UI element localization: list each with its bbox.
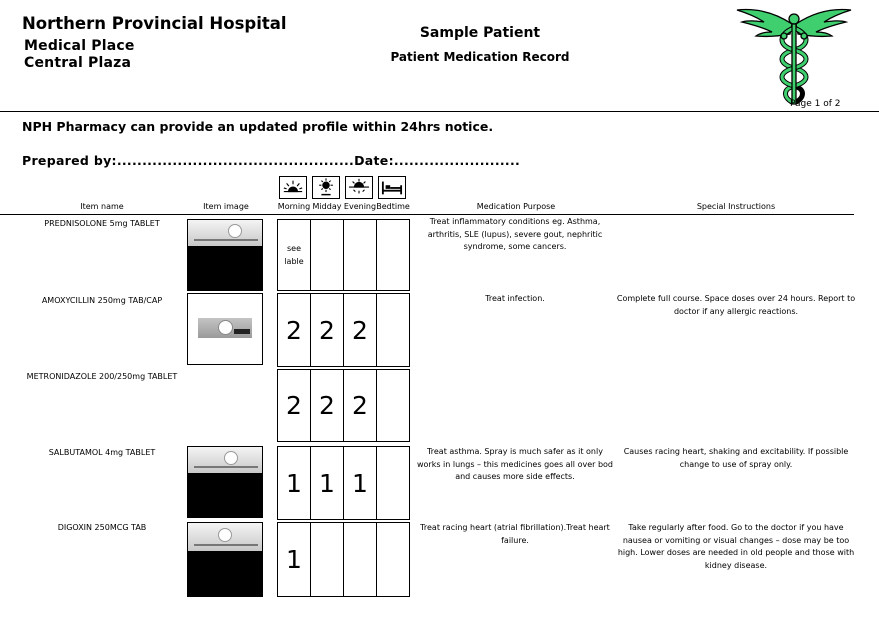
dose-morning: 1	[277, 446, 311, 520]
medication-purpose	[412, 522, 618, 547]
purpose-line: Treat racing heart (atrial fibrillation).Treat heart	[420, 523, 610, 532]
dose-morning	[277, 219, 311, 291]
medication-purpose	[412, 293, 618, 306]
instruction-line: high. Lower doses are needed in old people and those with	[617, 548, 855, 557]
dose-morning: 2	[277, 293, 311, 367]
item-name: SALBUTAMOL 4mg TABLET	[48, 448, 156, 457]
item-name: PREDNISOLONE 5mg TABLET	[44, 219, 160, 228]
column-header-evening: Evening	[343, 202, 377, 211]
dose-evening: 1	[343, 446, 377, 520]
dose-midday	[310, 522, 344, 597]
dose-midday: 2	[310, 293, 344, 367]
pharmacy-notice: NPH Pharmacy can provide an updated profile within 24hrs notice.	[22, 119, 494, 134]
purpose-line: Treat infection.	[485, 294, 545, 303]
midday-sun-icon	[312, 176, 340, 199]
purpose-line: works in lungs – this medicines goes all over bod	[416, 459, 613, 469]
dose-evening	[343, 219, 377, 291]
column-header-item-image: Item image	[203, 202, 249, 211]
item-name: AMOXYCILLIN 250mg TAB/CAP	[41, 296, 163, 305]
dose-note: see	[286, 244, 301, 253]
dose-morning: 2	[277, 369, 311, 442]
instruction-line: kidney disease.	[704, 560, 768, 570]
dose-evening: 2	[343, 293, 377, 367]
address-line-1: Medical Place	[24, 38, 135, 54]
item-name: DIGOXIN 250MCG TAB	[57, 523, 147, 532]
purpose-line: failure.	[501, 535, 529, 545]
dose-midday: 2	[310, 369, 344, 442]
instruction-line: Complete full course. Space doses over 24 hours. Report to	[616, 294, 856, 303]
dose-bedtime	[376, 446, 410, 520]
special-instructions	[612, 293, 860, 318]
table-header-divider	[0, 214, 854, 215]
dose-bedtime	[376, 369, 410, 442]
column-header-bedtime: Bedtime	[376, 202, 410, 211]
pill-photo	[187, 446, 263, 518]
instruction-line: nausea or vomiting or visual changes – dose may be too	[622, 535, 850, 545]
column-header-purpose: Medication Purpose	[476, 202, 556, 211]
item-name: METRONIDAZOLE 200/250mg TABLET	[26, 372, 178, 381]
prepared-by-date-line: Prepared by:...............................................Date:.........................	[22, 153, 521, 168]
dose-evening	[343, 522, 377, 597]
header-divider	[0, 111, 879, 112]
dose-midday	[310, 219, 344, 291]
instruction-line: change to use of spray only.	[679, 459, 793, 469]
record-title: Patient Medication Record	[390, 50, 570, 64]
patient-name: Sample Patient	[419, 25, 541, 41]
instruction-line: Take regularly after food. Go to the doctor if you have	[628, 523, 844, 532]
dose-evening: 2	[343, 369, 377, 442]
purpose-line: syndrome, some cancers.	[463, 242, 567, 251]
column-header-instructions: Special Instructions	[696, 202, 776, 211]
pill-photo	[187, 219, 263, 291]
address-line-2: Central Plaza	[24, 55, 132, 71]
evening-sun-icon	[345, 176, 373, 199]
page-number: Page 1 of 2	[790, 99, 841, 109]
special-instructions	[612, 522, 860, 572]
pill-photo	[187, 293, 263, 365]
hospital-name: Northern Provincial Hospital	[22, 14, 287, 33]
instruction-line: doctor if any allergic reactions.	[673, 306, 799, 316]
dose-bedtime	[376, 219, 410, 291]
dose-bedtime	[376, 293, 410, 367]
dose-note: lable	[284, 257, 304, 266]
dose-morning: 1	[277, 522, 311, 597]
special-instructions	[612, 446, 860, 471]
caduceus-icon	[734, 6, 854, 106]
pill-photo	[187, 522, 263, 597]
bed-icon	[378, 176, 406, 199]
column-header-midday: Midday	[312, 202, 342, 211]
purpose-line: Treat inflammatory conditions eg. Asthma,	[429, 217, 601, 226]
instruction-line: Causes racing heart, shaking and excitability. If possible	[623, 447, 849, 456]
purpose-line: arthritis, SLE (lupus), severe gout, nephritic	[427, 229, 603, 239]
column-header-morning: Morning	[277, 202, 311, 211]
medication-purpose	[412, 216, 618, 254]
column-header-item-name: Item name	[80, 202, 124, 211]
medication-purpose	[412, 446, 618, 484]
purpose-line: and causes more side effects.	[455, 472, 575, 481]
dose-bedtime	[376, 522, 410, 597]
dose-midday: 1	[310, 446, 344, 520]
purpose-line: Treat asthma. Spray is much safer as it only	[427, 447, 603, 456]
morning-sun-icon	[279, 176, 307, 199]
